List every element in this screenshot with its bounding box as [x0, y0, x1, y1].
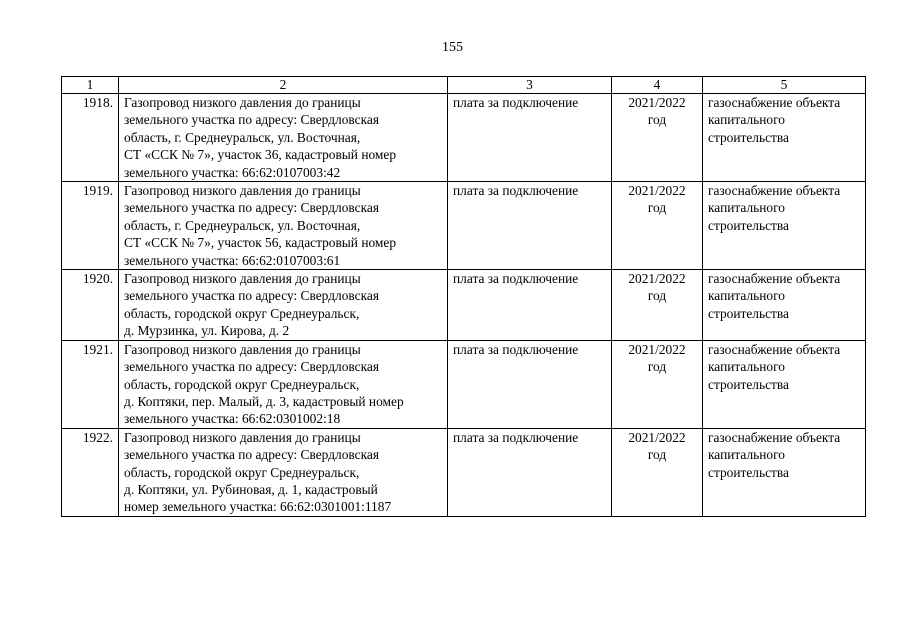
description-line: земельного участка по адресу: Свердловская	[124, 447, 379, 463]
period-line: год	[647, 288, 667, 304]
fee-type: плата за подключение	[448, 182, 612, 270]
purpose-line: строительства	[708, 129, 789, 145]
description-line: земельного участка по адресу: Свердловская	[124, 359, 379, 375]
row-number: 1922.	[62, 428, 119, 516]
period-line: 2021/2022	[628, 183, 686, 199]
column-header-5: 5	[703, 77, 866, 94]
description-line: СТ «ССК № 7», участок 36, кадастровый номер	[124, 147, 397, 163]
row-number: 1919.	[62, 182, 119, 270]
purpose-line: газоснабжение объекта	[708, 183, 841, 199]
object-description	[119, 340, 448, 428]
object-purpose	[703, 428, 866, 516]
object-description	[119, 428, 448, 516]
description-line: земельного участка: 66:62:0107003:61	[124, 252, 341, 268]
implementation-period	[612, 340, 703, 428]
purpose-line: строительства	[708, 217, 789, 233]
column-header-4: 4	[612, 77, 703, 94]
implementation-period	[612, 94, 703, 182]
table-row	[62, 94, 866, 182]
purpose-line: капитального	[708, 447, 785, 463]
description-line: земельного участка: 66:62:0107003:42	[124, 164, 341, 180]
table-row	[62, 340, 866, 428]
description-line: д. Коптяки, пер. Малый, д. 3, кадастровый номер	[124, 393, 404, 409]
purpose-line: строительства	[708, 376, 789, 392]
object-purpose	[703, 94, 866, 182]
object-description	[119, 270, 448, 341]
description-line: область, городской округ Среднеуральск,	[124, 464, 360, 480]
purpose-line: капитального	[708, 359, 785, 375]
description-line: д. Коптяки, ул. Рубиновая, д. 1, кадастровый	[124, 481, 378, 497]
object-purpose	[703, 340, 866, 428]
description-line: земельного участка по адресу: Свердловская	[124, 288, 379, 304]
data-table	[61, 76, 866, 517]
table-row	[62, 182, 866, 270]
object-description	[119, 182, 448, 270]
period-line: год	[647, 359, 667, 375]
implementation-period	[612, 428, 703, 516]
object-purpose	[703, 270, 866, 341]
description-line: Газопровод низкого давления до границы	[124, 341, 361, 357]
description-line: Газопровод низкого давления до границы	[124, 271, 361, 287]
description-line: земельного участка по адресу: Свердловская	[124, 200, 379, 216]
period-line: год	[647, 200, 667, 216]
purpose-line: строительства	[708, 305, 789, 321]
implementation-period	[612, 182, 703, 270]
description-line: д. Мурзинка, ул. Кирова, д. 2	[124, 323, 290, 339]
description-line: номер земельного участка: 66:62:0301001:1187	[124, 499, 392, 515]
fee-type: плата за подключение	[448, 428, 612, 516]
column-header-1: 1	[62, 77, 119, 94]
object-purpose	[703, 182, 866, 270]
table-row	[62, 270, 866, 341]
fee-type: плата за подключение	[448, 340, 612, 428]
fee-type: плата за подключение	[448, 270, 612, 341]
description-line: область, г. Среднеуральск, ул. Восточная,	[124, 217, 361, 233]
purpose-line: газоснабжение объекта	[708, 341, 841, 357]
period-line: год	[647, 447, 667, 463]
column-header-3: 3	[448, 77, 612, 94]
period-line: 2021/2022	[628, 95, 686, 110]
implementation-period	[612, 270, 703, 341]
column-header-2: 2	[119, 77, 448, 94]
table-row	[62, 428, 866, 516]
description-line: Газопровод низкого давления до границы	[124, 183, 361, 199]
row-number: 1918.	[62, 94, 119, 182]
row-number: 1921.	[62, 340, 119, 428]
purpose-line: газоснабжение объекта	[708, 271, 841, 287]
period-line: год	[647, 112, 667, 128]
description-line: Газопровод низкого давления до границы	[124, 429, 361, 445]
description-line: Газопровод низкого давления до границы	[124, 95, 361, 110]
description-line: земельного участка по адресу: Свердловская	[124, 112, 379, 128]
table-header-row	[62, 77, 866, 94]
purpose-line: капитального	[708, 288, 785, 304]
object-description	[119, 94, 448, 182]
row-number: 1920.	[62, 270, 119, 341]
purpose-line: строительства	[708, 464, 789, 480]
period-line: 2021/2022	[628, 341, 686, 357]
period-line: 2021/2022	[628, 429, 686, 445]
purpose-line: капитального	[708, 112, 785, 128]
fee-type: плата за подключение	[448, 94, 612, 182]
purpose-line: газоснабжение объекта	[708, 95, 841, 110]
period-line: 2021/2022	[628, 271, 686, 287]
description-line: земельного участка: 66:62:0301002:18	[124, 411, 341, 427]
description-line: область, городской округ Среднеуральск,	[124, 305, 360, 321]
description-line: область, г. Среднеуральск, ул. Восточная,	[124, 129, 361, 145]
description-line: СТ «ССК № 7», участок 56, кадастровый номер	[124, 235, 397, 251]
description-line: область, городской округ Среднеуральск,	[124, 376, 360, 392]
page-number: 155	[442, 40, 463, 55]
purpose-line: капитального	[708, 200, 785, 216]
purpose-line: газоснабжение объекта	[708, 429, 841, 445]
table-body	[62, 94, 866, 517]
